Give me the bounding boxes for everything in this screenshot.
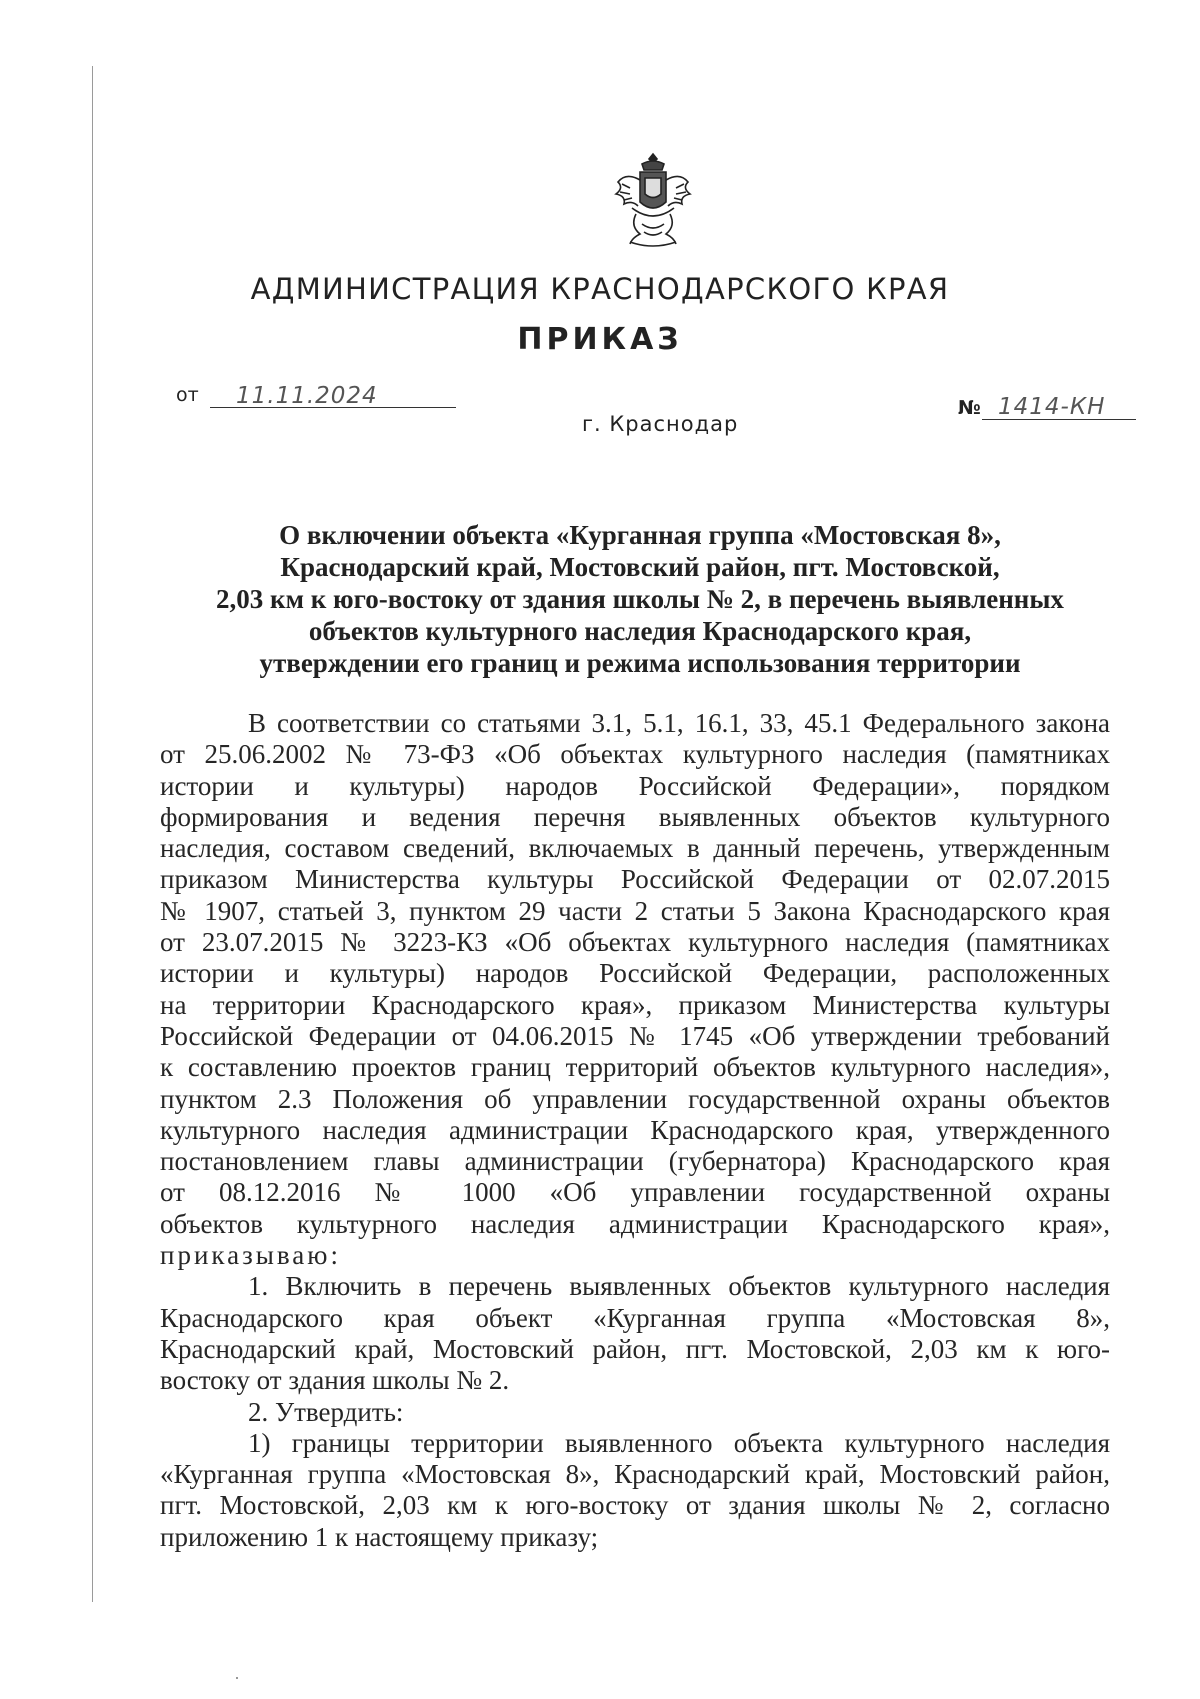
city-label: г. Краснодар [582, 412, 739, 436]
body-line: приказом Министерства культуры Российской Федерации от 02.07.2015 [160, 864, 1110, 895]
title-line: объектов культурного наследия Краснодарского края, [308, 616, 972, 646]
body-line: истории и культуры) народов Российской Федерации», порядком [160, 770, 1110, 801]
body-line: от 23.07.2015 № 3223-КЗ «Об объектах культурного наследия (памятниках [160, 927, 1110, 958]
body-line: формирования и ведения перечня выявленных объектов культурного [160, 801, 1110, 832]
date-label: от [176, 384, 199, 406]
body-line: истории и культуры) народов Российской Федерации, расположенных [160, 958, 1110, 989]
document-type-heading: ПРИКАЗ [517, 322, 683, 357]
body-line: «Курганная группа «Мостовская 8», Краснодарский край, Мостовский район, [160, 1459, 1110, 1490]
document-body [160, 708, 1110, 1553]
handwritten-date: 11.11.2024 [236, 383, 378, 409]
body-line: 1. Включить в перечень выявленных объектов культурного наследия [248, 1271, 1110, 1302]
body-line: постановлением главы администрации (губернатора) Краснодарского края [160, 1146, 1110, 1177]
number-label: № [958, 397, 981, 419]
body-line: пгт. Мостовской, 2,03 км к юго-востоку от здания школы № 2, согласно [160, 1490, 1110, 1521]
body-line: объектов культурного наследия администрации Краснодарского края», [160, 1208, 1110, 1239]
order-word: приказываю: [160, 1240, 341, 1271]
body-line: приложению 1 к настоящему приказу; [160, 1521, 599, 1552]
coat-of-arms-emblem [612, 150, 694, 250]
document-title [160, 519, 1120, 679]
body-line: на территории Краснодарского края», приказом Министерства культуры [160, 989, 1110, 1020]
body-line: 2. Утвердить: [248, 1396, 404, 1427]
body-line: № 1907, статьей 3, пунктом 29 части 2 статьи 5 Закона Краснодарского края [160, 895, 1110, 926]
organization-heading: АДМИНИСТРАЦИЯ КРАСНОДАРСКОГО КРАЯ [250, 272, 950, 306]
body-line: Краснодарского края объект «Курганная группа «Мостовская 8», [160, 1302, 1110, 1333]
body-line: от 25.06.2002 № 73-ФЗ «Об объектах культурного наследия (памятниках [160, 739, 1110, 770]
title-line: Краснодарский край, Мостовский район, пгт. Мостовской, [280, 552, 1000, 582]
body-line: от 08.12.2016 № 1000 «Об управлении государственной охраны [160, 1177, 1110, 1208]
body-line: Краснодарский край, Мостовский район, пгт. Мостовской, 2,03 км к юго- [160, 1333, 1110, 1364]
title-line: утверждении его границ и режима использования территории [259, 648, 1021, 678]
body-line: пунктом 2.3 Положения об управлении государственной охраны объектов [160, 1083, 1110, 1114]
body-line: В соответствии со статьями 3.1, 5.1, 16.1, 33, 45.1 Федерального закона [248, 708, 1110, 738]
handwritten-number: 1414-КН [998, 394, 1106, 420]
body-line: востоку от здания школы № 2. [160, 1365, 510, 1396]
title-line: 2,03 км к юго-востоку от здания школы № 2, в перечень выявленных [216, 584, 1064, 614]
body-line: наследия, составом сведений, включаемых в данный перечень, утвержденным [160, 833, 1110, 864]
body-line: культурного наследия администрации Краснодарского края, утвержденного [160, 1114, 1110, 1145]
body-line: Российской Федерации от 04.06.2015 № 1745 «Об утверждении требований [160, 1020, 1110, 1051]
scan-speck [236, 1677, 238, 1679]
body-line: к составлению проектов границ территорий объектов культурного наследия», [160, 1052, 1110, 1083]
body-line: 1) границы территории выявленного объекта культурного наследия [248, 1427, 1110, 1458]
title-line: О включении объекта «Курганная группа «Мостовская 8», [279, 520, 1001, 550]
